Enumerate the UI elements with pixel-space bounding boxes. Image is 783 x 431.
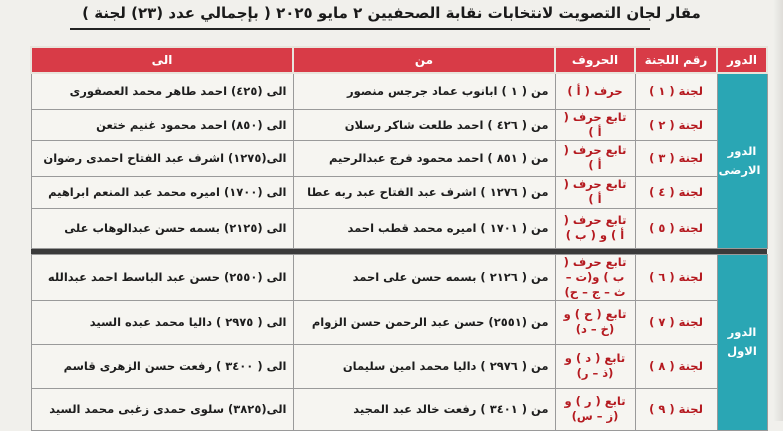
to-member: الى ( ٢٩٧٥ ) داليا محمد عبده السيد — [31, 300, 293, 344]
letters-range: تابع حرف ( ب ) و(ت – ث – ج – ح) — [555, 254, 635, 300]
from-member: من ( ١٢٧٦ ) اشرف عبد الفتاح عبد ربه عطا — [293, 176, 555, 208]
committee-number: لجنة ( ٦ ) — [635, 254, 717, 300]
to-member: الى (٨٥٠) احمد محمود غنيم ختعن — [31, 109, 293, 140]
table-row — [31, 208, 767, 248]
committee-number: لجنة ( ٥ ) — [635, 208, 717, 248]
from-member: من ( ١٧٠١ ) اميره محمد قطب احمد — [293, 208, 555, 248]
to-member: الى (٤٢٥) احمد طاهر محمد العصفورى — [31, 73, 293, 109]
committee-number: لجنة ( ٧ ) — [635, 300, 717, 344]
letters-range: تابع حرف ( أ ) — [555, 109, 635, 140]
to-member: الى (٢٥٥٠) حسن عبد الباسط احمد عبدالله — [31, 254, 293, 300]
committee-number: لجنة ( ١ ) — [635, 73, 717, 109]
from-member: من ( ٨٥١ ) احمد محمود فرج عبدالرحيم — [293, 140, 555, 176]
committee-number: لجنة ( ٩ ) — [635, 388, 717, 430]
table-row — [31, 388, 767, 430]
to-member: الى (٢١٢٥) بسمه حسن عبدالوهاب على — [31, 208, 293, 248]
header-to: الى — [31, 47, 293, 73]
from-member: من ( ٣٤٠١ ) رفعت خالد عبد المجيد — [293, 388, 555, 430]
table-row — [31, 73, 767, 109]
letters-range: تابع ( ح ) و (خ – د) — [555, 300, 635, 344]
to-member: الى ( ٣٤٠٠ ) رفعت حسن الزهرى قاسم — [31, 344, 293, 388]
committees-table — [30, 46, 768, 431]
letters-range: تابع حرف ( أ ) — [555, 140, 635, 176]
table-row — [31, 140, 767, 176]
floor-ground: الدور الارضى — [717, 73, 767, 248]
from-member: من ( ٤٢٦ ) احمد طلعت شاكر رسلان — [293, 109, 555, 140]
table-row — [31, 176, 767, 208]
table-row — [31, 344, 767, 388]
from-member: من (٢٥٥١) حسن عبد الرحمن حسن الزوام — [293, 300, 555, 344]
header-floor: الدور — [717, 47, 767, 73]
letters-range: تابع ( د ) و (ذ – ر) — [555, 344, 635, 388]
header-row — [31, 47, 767, 73]
committee-number: لجنة ( ٢ ) — [635, 109, 717, 140]
letters-range: تابع ( ر ) و (ز – س) — [555, 388, 635, 430]
header-letters: الحروف — [555, 47, 635, 73]
floor-first: الدور الاول — [717, 254, 767, 430]
committee-number: لجنة ( ٤ ) — [635, 176, 717, 208]
committee-number: لجنة ( ٣ ) — [635, 140, 717, 176]
table-row — [31, 109, 767, 140]
from-member: من ( ١ ) ابانوب عماد جرجس منصور — [293, 73, 555, 109]
scan-edge-shadow — [773, 0, 783, 421]
from-member: من ( ٢٩٧٦ ) داليا محمد امين سليمان — [293, 344, 555, 388]
to-member: الى(٣٨٢٥) سلوى حمدى زغبى محمد السيد — [31, 388, 293, 430]
committee-number: لجنة ( ٨ ) — [635, 344, 717, 388]
table-row — [31, 254, 767, 300]
letters-range: حرف ( أ ) — [555, 73, 635, 109]
to-member: الى(١٢٧٥) اشرف عبد الفتاح احمدى رضوان — [31, 140, 293, 176]
from-member: من ( ٢١٢٦ ) بسمه حسن على احمد — [293, 254, 555, 300]
letters-range: تابع حرف ( أ ) — [555, 176, 635, 208]
header-committee-no: رقم اللجنة — [635, 47, 717, 73]
title-underline — [70, 28, 650, 30]
to-member: الى (١٧٠٠) اميره محمد عبد المنعم ابراهيم — [31, 176, 293, 208]
table-row — [31, 300, 767, 344]
header-from: من — [293, 47, 555, 73]
letters-range: تابع حرف ( أ ) و ( ب ) — [555, 208, 635, 248]
page-title: مقار لجان التصويت لانتخابات نقابة الصحفيين ٢ مايو ٢٠٢٥ ( بإجمالي عدد (٢٣) لجنة ) — [82, 4, 701, 22]
